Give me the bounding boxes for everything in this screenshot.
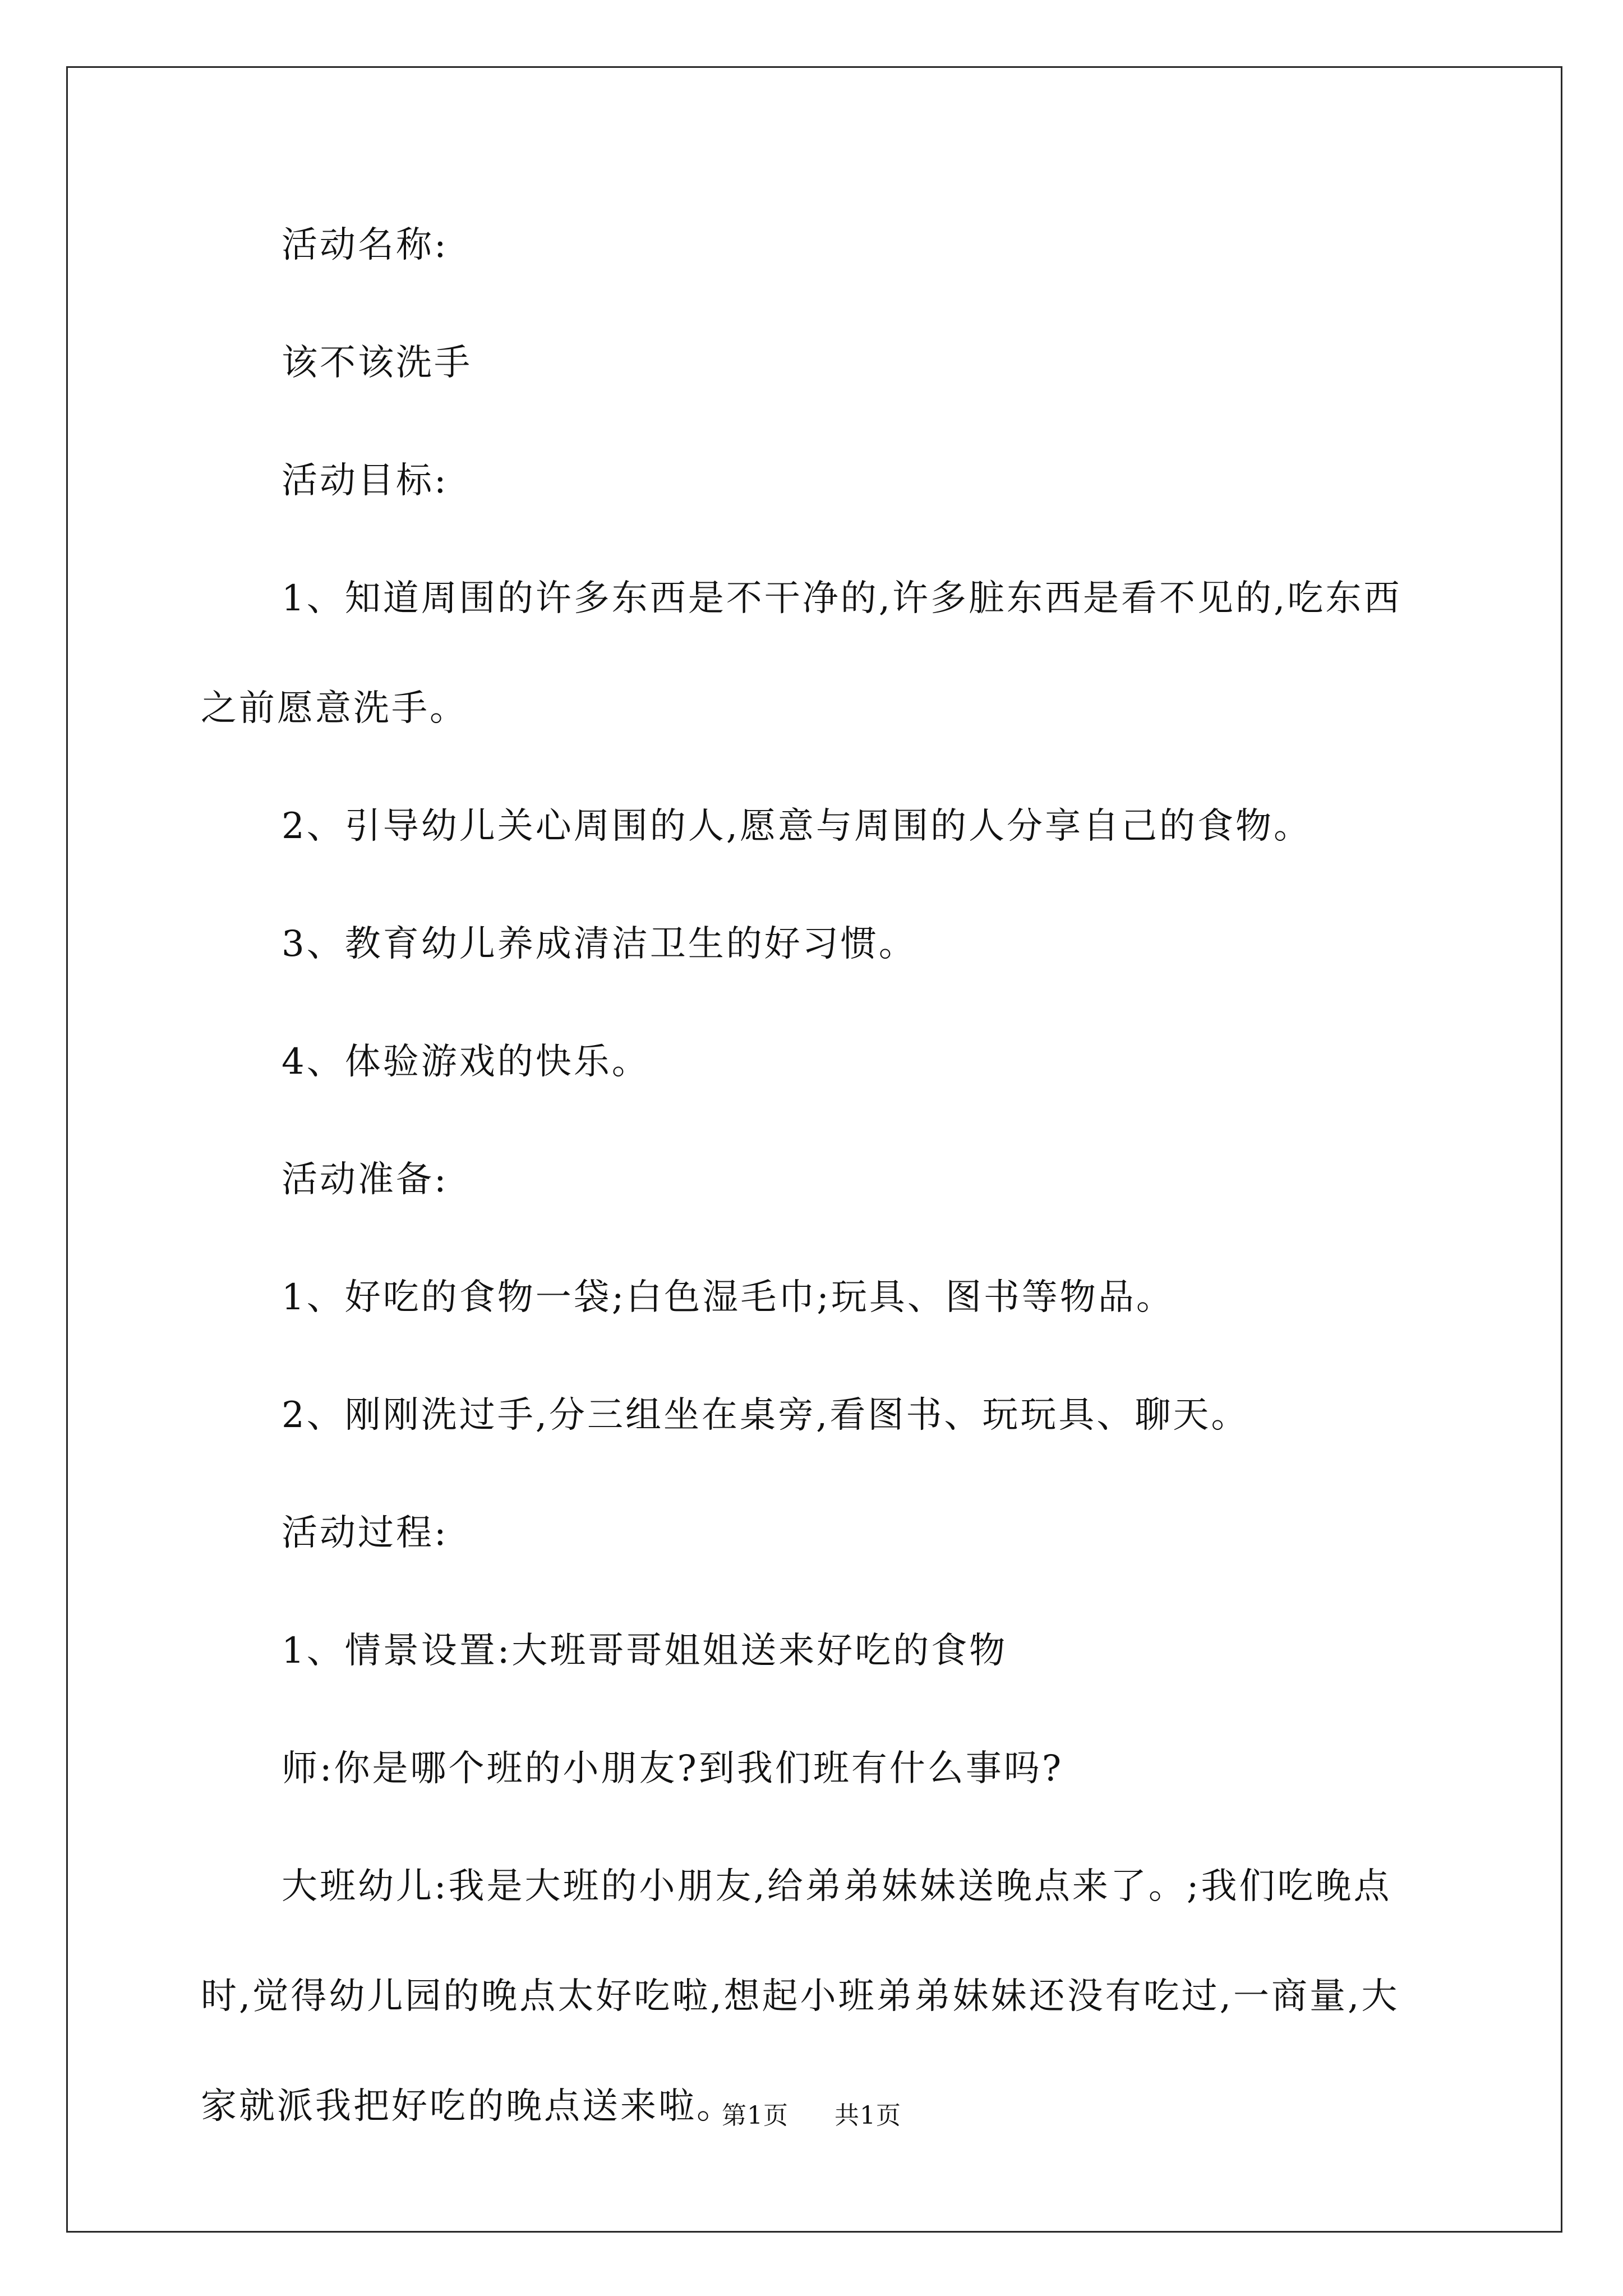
page-number: 第1页: [722, 2101, 789, 2130]
paragraph-activity-name: 该不该洗手: [282, 342, 472, 384]
paragraph-preparation-heading: 活动准备:: [282, 1159, 449, 1200]
paragraph-goals-heading: 活动目标:: [282, 460, 449, 501]
paragraph-goal-3: 3、教育幼儿养成清洁卫生的好习惯。: [282, 923, 917, 965]
paragraph-child-line: 大班幼儿:我是大班的小朋友,给弟弟妹妹送晚点来了。;我们吃晚点时,觉得幼儿园的晚点太好吃啦,想起小班弟弟妹妹还没有吃过,一商量,大家就派我把好吃的晚点送来啦。: [201, 1866, 1400, 2127]
page-total: 共1页: [834, 2101, 901, 2130]
paragraph-process-1: 1、情景设置:大班哥哥姐姐送来好吃的食物: [282, 1630, 1008, 1672]
paragraph-preparation-1: 1、好吃的食物一袋;白色湿毛巾;玩具、图书等物品。: [282, 1277, 1174, 1318]
paragraph-goal-4: 4、体验游戏的快乐。: [282, 1041, 650, 1083]
paragraph-goal-1: 1、知道周围的许多东西是不干净的,许多脏东西是看不见的,吃东西之前愿意洗手。: [201, 578, 1402, 729]
paragraph-preparation-2: 2、刚刚洗过手,分三组坐在桌旁,看图书、玩玩具、聊天。: [282, 1395, 1249, 1436]
paragraph-teacher-line: 师:你是哪个班的小朋友?到我们班有什么事吗?: [282, 1748, 1064, 1789]
document-body: [201, 217, 1429, 2196]
paragraph-process-heading: 活动过程:: [282, 1512, 449, 1554]
page-footer: [0, 2099, 1623, 2133]
paragraph-activity-name-heading: 活动名称:: [282, 224, 449, 266]
paragraph-goal-2: 2、引导幼儿关心周围的人,愿意与周围的人分享自己的食物。: [282, 806, 1312, 847]
